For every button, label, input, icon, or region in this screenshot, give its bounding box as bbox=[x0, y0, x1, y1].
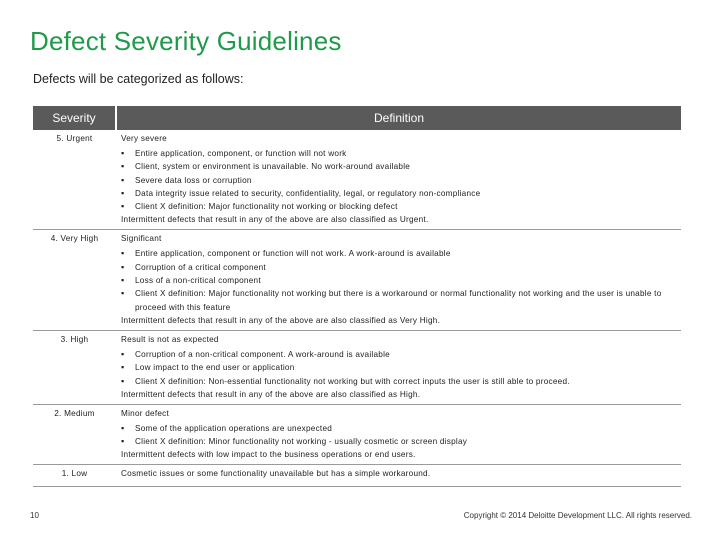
severity-level: 2. Medium bbox=[33, 404, 116, 465]
table-row bbox=[33, 404, 681, 465]
definition-heading: Cosmetic issues or some functionality unavailable but has a simple workaround. bbox=[121, 469, 431, 479]
definition-heading: Result is not as expected bbox=[121, 334, 219, 344]
definition-heading: Minor defect bbox=[121, 408, 170, 418]
severity-definition bbox=[116, 130, 681, 230]
severity-level: 1. Low bbox=[33, 465, 116, 487]
intro-text: Defects will be categorized as follows: bbox=[33, 72, 244, 86]
list-item: ▪ Low impact to the end user or application bbox=[121, 361, 677, 374]
definition-column-header: Definition bbox=[116, 106, 681, 130]
table-row bbox=[33, 330, 681, 404]
list-item: ▪ Entire application, component, or function will not work bbox=[121, 147, 677, 160]
intermittent-note: Intermittent defects that result in any of the above are also classified as Very High. bbox=[121, 315, 441, 325]
severity-definition bbox=[116, 465, 681, 487]
list-item: ▪ Loss of a non-critical component bbox=[121, 274, 677, 287]
severity-level: 5. Urgent bbox=[33, 130, 116, 230]
list-item: ▪ Client, system or environment is unavailable. No work-around available bbox=[121, 160, 677, 173]
intermittent-note: Intermittent defects with low impact to the business operations or end users. bbox=[121, 450, 416, 460]
list-item: ▪ Data integrity issue related to security, confidentiality, legal, or regulatory non-compliance bbox=[121, 187, 677, 200]
severity-definition bbox=[116, 330, 681, 404]
definition-bullet-list bbox=[121, 147, 677, 213]
copyright-text: Copyright © 2014 Deloitte Development LLC. All rights reserved. bbox=[463, 511, 692, 520]
table-header-row bbox=[33, 106, 681, 130]
severity-table bbox=[33, 106, 681, 487]
list-item: ▪ Corruption of a critical component bbox=[121, 261, 677, 274]
page-title: Defect Severity Guidelines bbox=[30, 26, 342, 56]
severity-definition bbox=[116, 404, 681, 465]
intermittent-note: Intermittent defects that result in any of the above are also classified as High. bbox=[121, 389, 421, 399]
list-item: ▪ Client X definition: Major functionality not working but there is a workaround or normal functionality not working and the user is unable to proceed with this feature bbox=[121, 287, 677, 314]
list-item: ▪ Severe data loss or corruption bbox=[121, 174, 677, 187]
severity-level: 3. High bbox=[33, 330, 116, 404]
list-item: ▪ Client X definition: Minor functionality not working - usually cosmetic or screen display bbox=[121, 435, 677, 448]
definition-heading: Very severe bbox=[121, 134, 167, 143]
list-item: ▪ Entire application, component or function will not work. A work-around is available bbox=[121, 247, 677, 260]
list-item: ▪ Corruption of a non-critical component. A work-around is available bbox=[121, 348, 677, 361]
definition-bullet-list bbox=[121, 247, 677, 313]
table-row bbox=[33, 130, 681, 230]
table-row bbox=[33, 465, 681, 487]
severity-column-header: Severity bbox=[33, 106, 116, 130]
list-item: ▪ Client X definition: Non-essential functionality not working but with correct inputs the user is still able to proceed. bbox=[121, 375, 677, 388]
intermittent-note: Intermittent defects that result in any of the above are also classified as Urgent. bbox=[121, 215, 429, 225]
definition-bullet-list bbox=[121, 422, 677, 449]
list-item: ▪ Some of the application operations are unexpected bbox=[121, 422, 677, 435]
severity-level: 4. Very High bbox=[33, 230, 116, 330]
severity-definition bbox=[116, 230, 681, 330]
definition-heading: Significant bbox=[121, 234, 162, 244]
list-item: ▪ Client X definition: Major functionality not working or blocking defect bbox=[121, 200, 677, 213]
table-row bbox=[33, 230, 681, 330]
definition-bullet-list bbox=[121, 348, 677, 388]
page-number: 10 bbox=[30, 511, 39, 520]
